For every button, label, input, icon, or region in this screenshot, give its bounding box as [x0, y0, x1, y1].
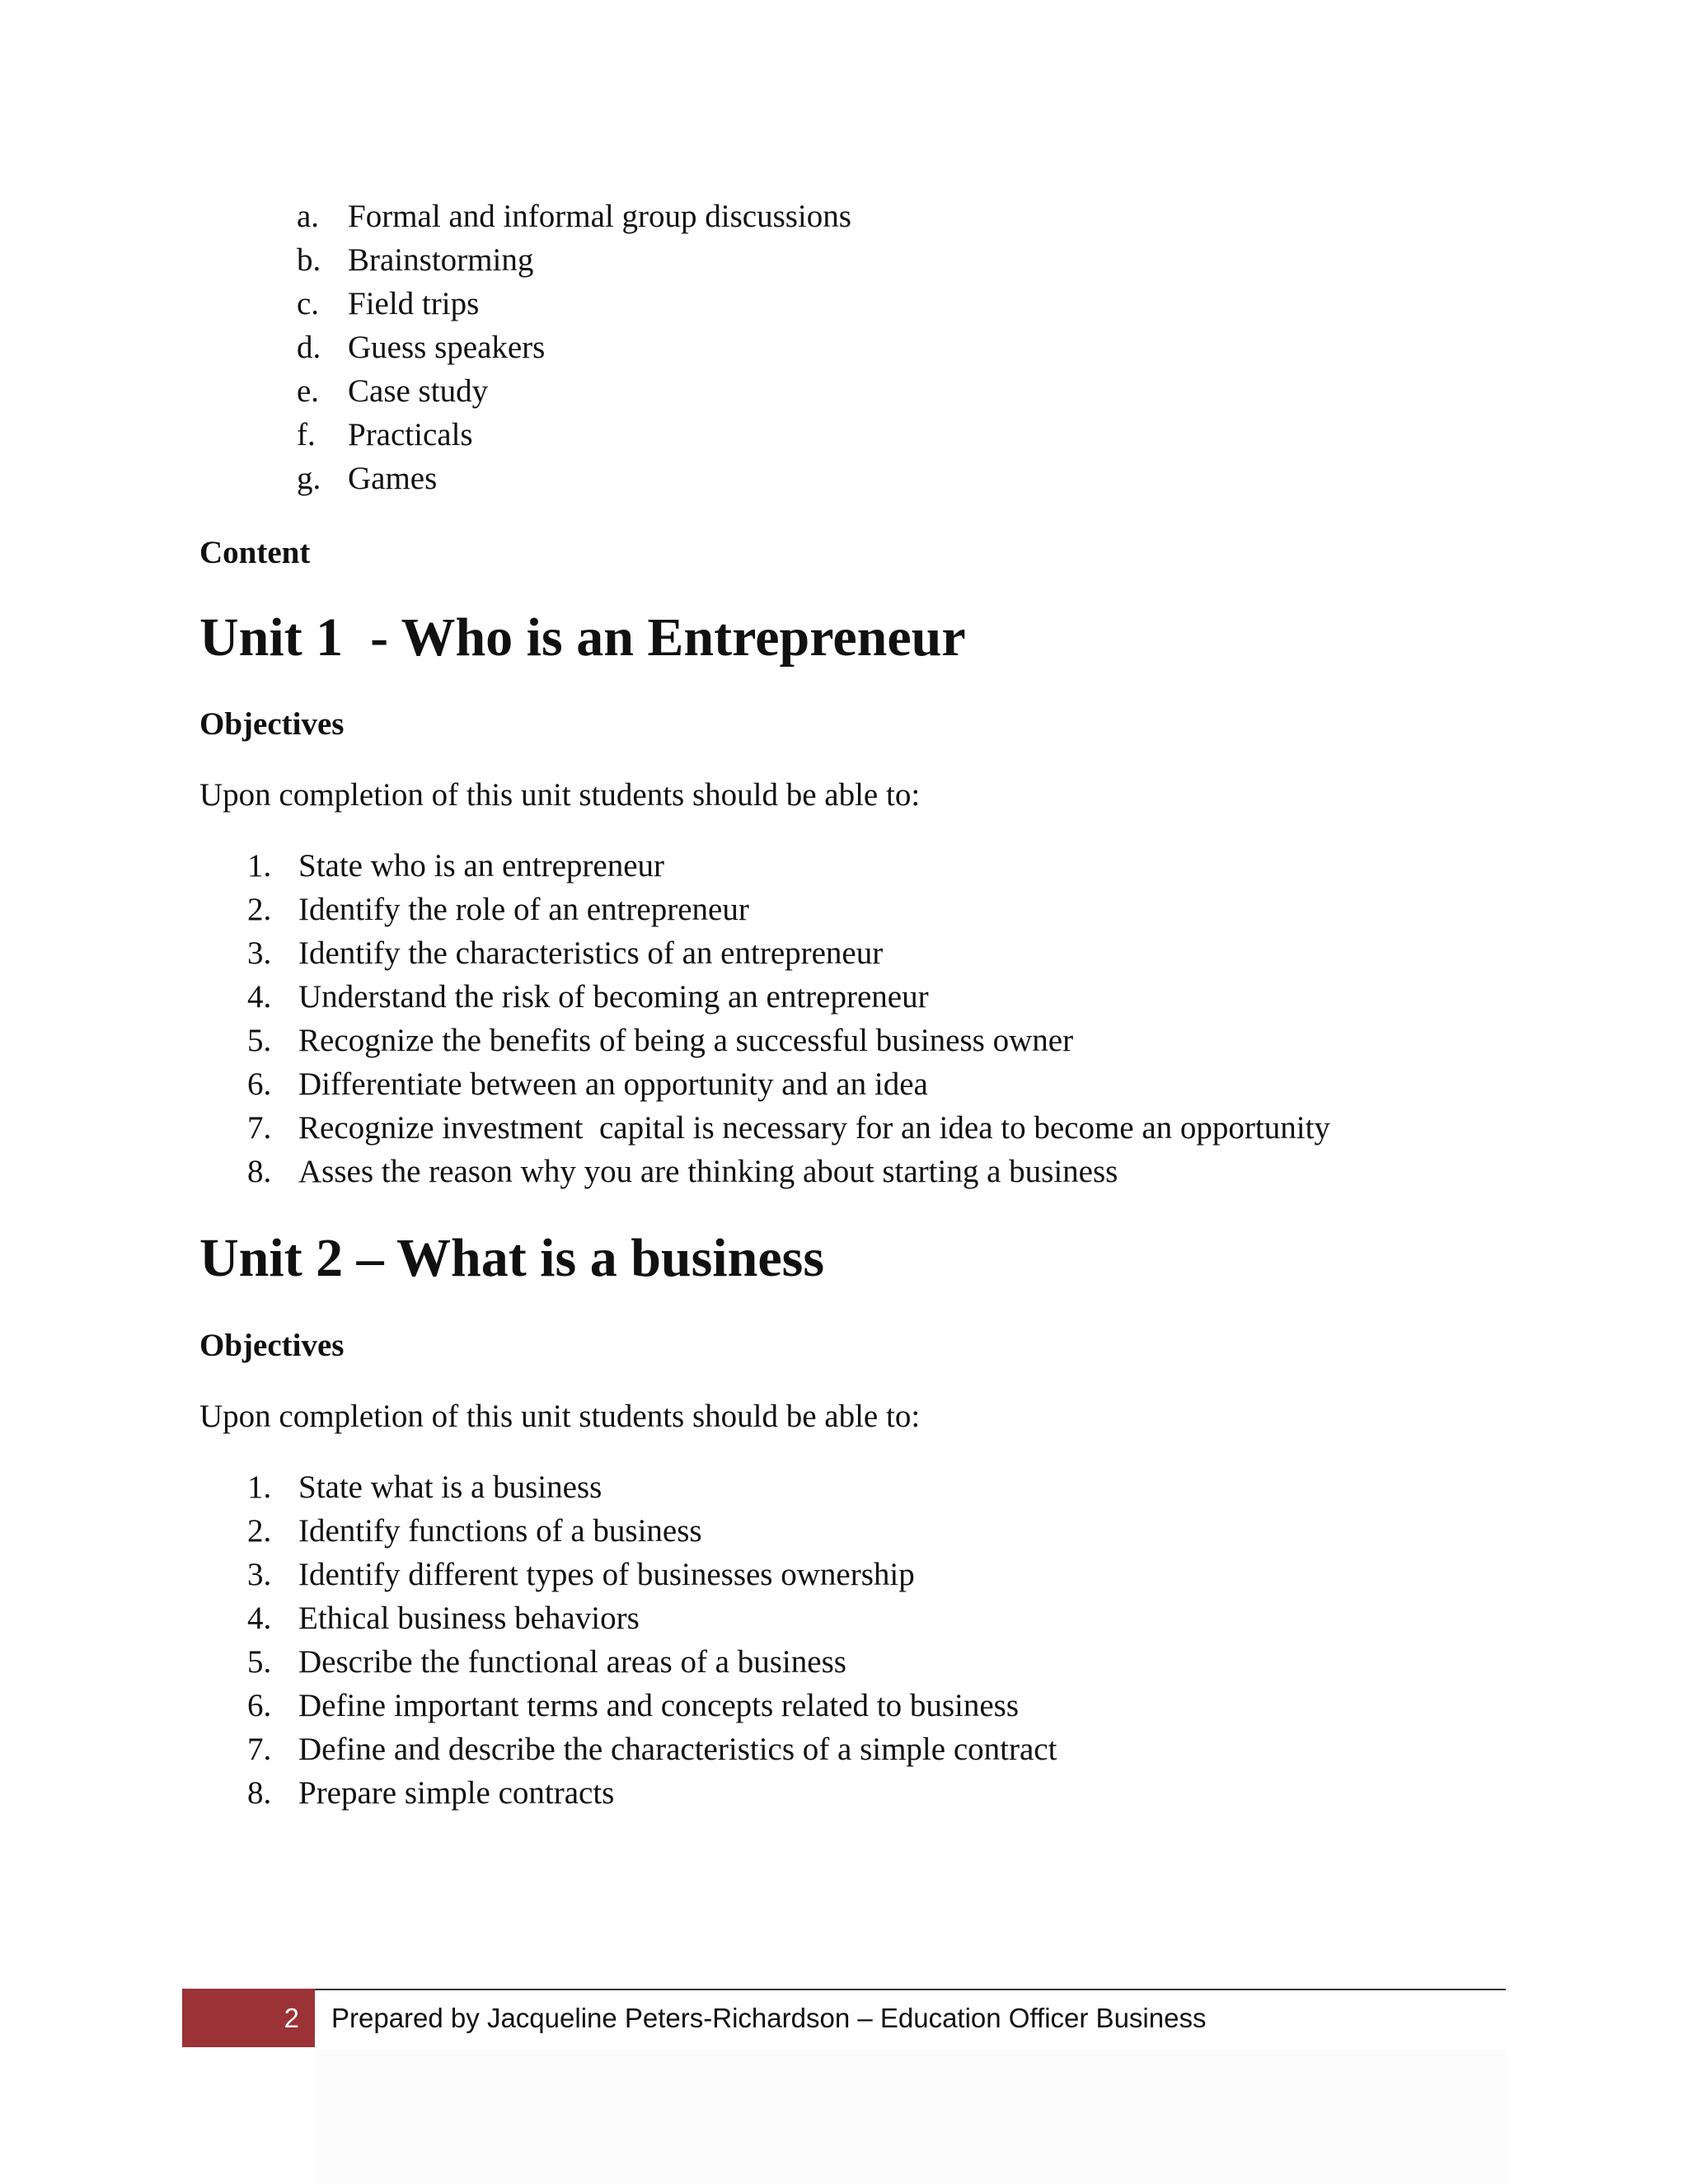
list-item	[297, 238, 851, 282]
footer-text: Prepared by Jacqueline Peters-Richardson – Education Officer Business	[331, 2003, 1207, 2033]
unit1-title: Unit 1 - Who is an Entrepreneur	[199, 607, 966, 668]
list-item	[247, 1596, 1057, 1640]
list-item-text: Identify the role of an entrepreneur	[298, 892, 749, 927]
list-marker: e.	[297, 373, 320, 409]
list-marker: 2.	[247, 892, 272, 927]
teaching-methods-list	[297, 194, 851, 500]
list-item	[247, 1062, 1330, 1106]
unit2-intro: Upon completion of this unit students should be able to:	[199, 1399, 921, 1434]
list-item	[247, 1106, 1330, 1150]
list-marker: f.	[297, 417, 316, 452]
list-item	[297, 194, 851, 238]
list-item-text: Understand the risk of becoming an entrepreneur	[298, 979, 929, 1015]
list-marker: a.	[297, 199, 320, 234]
list-marker: 6.	[247, 1688, 272, 1723]
list-marker: 3.	[247, 1557, 272, 1592]
list-marker: 1.	[247, 848, 272, 883]
list-item-text: Differentiate between an opportunity and an idea	[298, 1066, 928, 1102]
list-item-text: State what is a business	[298, 1469, 603, 1505]
list-item-text: Identify different types of businesses ownership	[298, 1557, 915, 1592]
list-item	[247, 975, 1330, 1019]
list-item	[247, 1553, 1057, 1596]
list-item-text: Brainstorming	[348, 242, 534, 278]
unit1-objectives-list	[247, 844, 1330, 1193]
list-marker: 7.	[247, 1110, 272, 1146]
list-marker: 4.	[247, 979, 272, 1015]
list-item	[247, 844, 1330, 888]
list-marker: 8.	[247, 1154, 272, 1189]
list-item-text: Case study	[348, 373, 489, 409]
unit2-objectives-label: Objectives	[199, 1328, 345, 1363]
content-heading: Content	[199, 535, 311, 570]
list-marker: 2.	[247, 1513, 272, 1549]
list-item-text: Games	[348, 461, 438, 496]
list-item	[297, 369, 851, 413]
list-marker: 3.	[247, 935, 272, 971]
unit1-objectives-label: Objectives	[199, 706, 345, 742]
list-item-text: Guess speakers	[348, 330, 546, 365]
list-item-text: Identify the characteristics of an entrepreneur	[298, 935, 884, 971]
list-item	[247, 888, 1330, 931]
list-item-text: Recognize investment capital is necessary for an idea to become an opportunity	[298, 1110, 1330, 1146]
list-item	[247, 1727, 1057, 1771]
list-item	[247, 931, 1330, 975]
list-item-text: Field trips	[348, 286, 480, 321]
list-marker: 6.	[247, 1066, 272, 1102]
list-item-text: Define important terms and concepts related to business	[298, 1688, 1019, 1723]
list-item	[297, 457, 851, 500]
list-marker: g.	[297, 461, 321, 496]
page-number: 2	[284, 2003, 299, 2033]
list-item	[297, 413, 851, 457]
list-item-text: State who is an entrepreneur	[298, 848, 665, 883]
list-marker: 5.	[247, 1023, 272, 1058]
footer-shade	[315, 2049, 1506, 2184]
list-item-text: Describe the functional areas of a business	[298, 1644, 846, 1680]
list-item	[247, 1640, 1057, 1684]
list-item	[247, 1465, 1057, 1509]
list-item	[247, 1019, 1330, 1062]
list-marker: b.	[297, 242, 321, 278]
list-marker: 4.	[247, 1601, 272, 1636]
unit2-objectives-list	[247, 1465, 1057, 1815]
list-item-text: Formal and informal group discussions	[348, 199, 851, 234]
list-marker: 5.	[247, 1644, 272, 1680]
list-marker: d.	[297, 330, 321, 365]
list-item-text: Identify functions of a business	[298, 1513, 702, 1549]
list-item-text: Ethical business behaviors	[298, 1601, 640, 1636]
list-item-text: Prepare simple contracts	[298, 1775, 615, 1811]
list-marker: 8.	[247, 1775, 272, 1811]
list-item	[247, 1771, 1057, 1815]
list-item	[247, 1684, 1057, 1727]
list-item-text: Asses the reason why you are thinking about starting a business	[298, 1154, 1118, 1189]
list-marker: 7.	[247, 1732, 272, 1767]
list-item	[247, 1150, 1330, 1193]
list-item	[297, 282, 851, 326]
list-item	[247, 1509, 1057, 1553]
list-item-text: Recognize the benefits of being a successful business owner	[298, 1023, 1074, 1058]
list-item-text: Practicals	[348, 417, 473, 452]
list-marker: 1.	[247, 1469, 272, 1505]
list-item	[297, 326, 851, 369]
unit1-intro: Upon completion of this unit students should be able to:	[199, 777, 921, 813]
list-marker: c.	[297, 286, 320, 321]
unit2-title: Unit 2 – What is a business	[199, 1228, 825, 1288]
list-item-text: Define and describe the characteristics of a simple contract	[298, 1732, 1057, 1767]
